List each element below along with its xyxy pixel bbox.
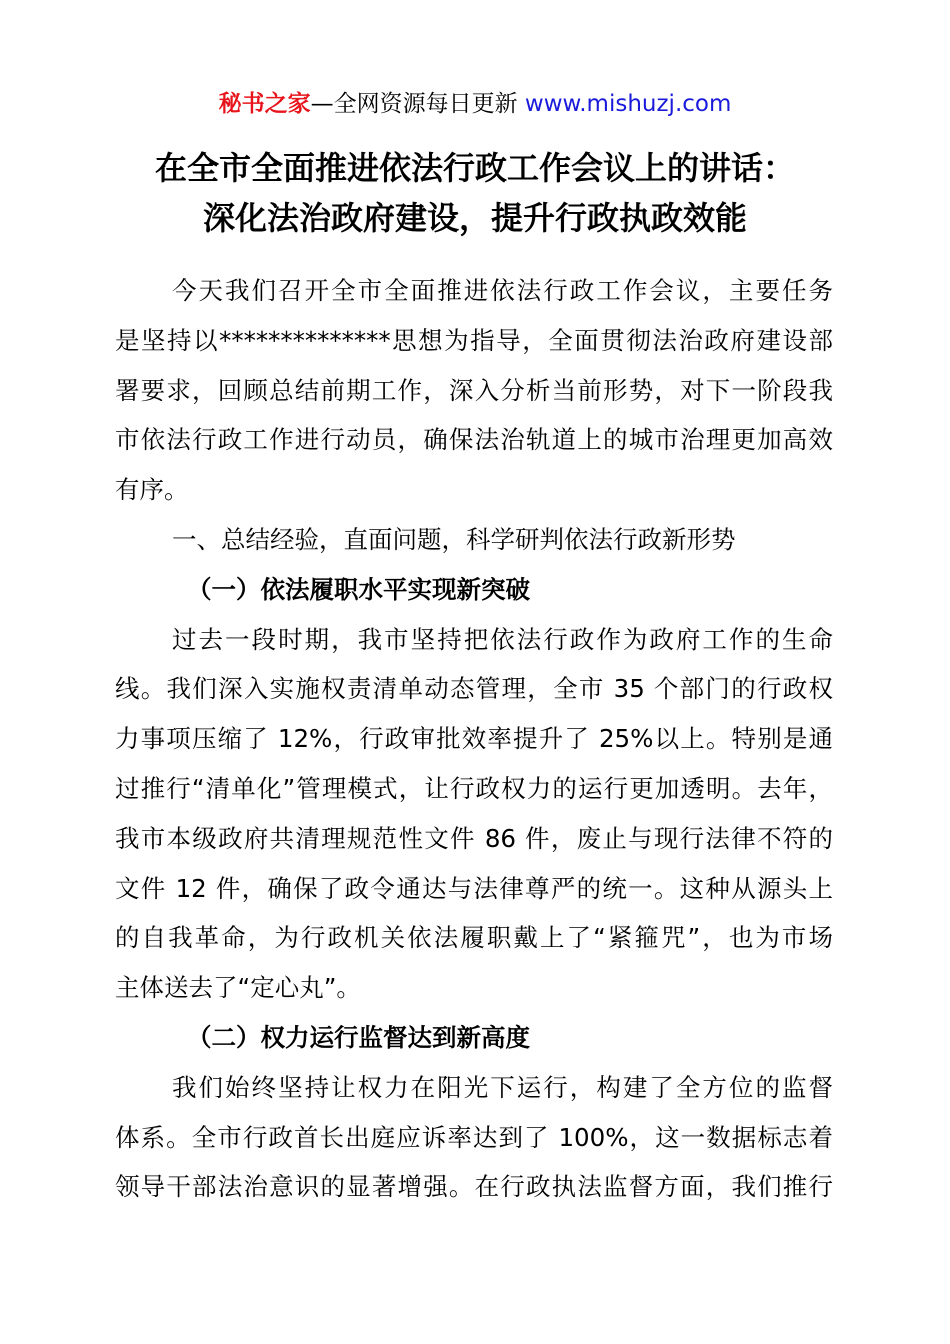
tagline: —全网资源每日更新: [310, 91, 525, 117]
section-heading: 一、总结经验，直面问题，科学研判依法行政新形势: [172, 524, 736, 554]
subsection-heading: （二）权力运行监督达到新高度: [187, 1022, 530, 1052]
paragraph-line: 署要求，回顾总结前期工作，深入分析当前形势，对下一阶段我: [115, 375, 833, 405]
document-title-line-1: 在全市全面推进依法行政工作会议上的讲话：: [154, 149, 795, 187]
brand-name: 秘书之家: [218, 91, 311, 117]
paragraph-line: 线。我们深入实施权责清单动态管理，全市 35 个部门的行政权: [115, 674, 833, 704]
paragraph-line: 文件 12 件，确保了政令通达与法律尊严的统一。这种从源头上: [115, 873, 833, 903]
subsection-heading: （一）依法履职水平实现新突破: [187, 574, 530, 604]
paragraph-line: 力事项压缩了 12%，行政审批效率提升了 25%以上。特别是通: [115, 724, 833, 754]
paragraph-line: 今天我们召开全市全面推进依法行政工作会议，主要任务: [172, 276, 833, 305]
paragraph-line: 过去一段时期，我市坚持把依法行政作为政府工作的生命: [172, 624, 833, 654]
paragraph-line: 领导干部法治意识的显著增强。在行政执法监督方面，我们推行: [115, 1172, 833, 1202]
document-title-line-2: 深化法治政府建设，提升行政执政效能: [202, 199, 747, 237]
paragraph-line: 主体送去了“定心丸”。: [115, 973, 361, 1003]
paragraph-line: 我们始终坚持让权力在阳光下运行，构建了全方位的监督: [172, 1072, 833, 1102]
site-header: [0, 88, 950, 120]
paragraph-line: 有序。: [115, 475, 189, 505]
paragraph-line: 是坚持以**************思想为指导，全面贯彻法治政府建设部: [115, 325, 833, 355]
paragraph-line: 我市本级政府共清理规范性文件 86 件，废止与现行法律不符的: [115, 823, 833, 853]
paragraph-line: 体系。全市行政首长出庭应诉率达到了 100%，这一数据标志着: [115, 1122, 833, 1152]
paragraph-line: 过推行“清单化”管理模式，让行政权力的运行更加透明。去年，: [115, 773, 833, 803]
site-url[interactable]: www.mishuzj.com: [524, 91, 732, 117]
paragraph-line: 市依法行政工作进行动员，确保法治轨道上的城市治理更加高效: [115, 425, 833, 455]
document-body: [115, 266, 833, 1212]
paragraph-line: 的自我革命，为行政机关依法履职戴上了“紧箍咒”，也为市场: [115, 923, 833, 953]
